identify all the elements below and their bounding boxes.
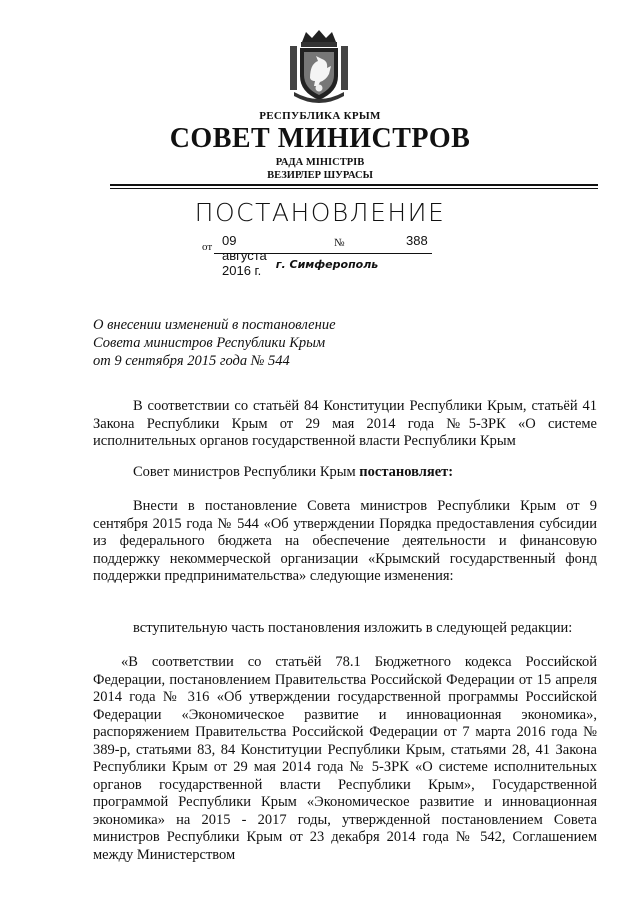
- council-title: СОВЕТ МИНИСТРОВ: [169, 123, 471, 154]
- subject-line: от 9 сентября 2015 года № 544: [93, 353, 290, 369]
- council-title-crimean-tatar: ВЕЗИРЛЕР ШУРАСЫ: [267, 170, 373, 181]
- decree-date: 09 августа 2016 г.: [222, 233, 267, 278]
- subject-line: Совета министров Республики Крым: [93, 335, 326, 351]
- new-preamble-paragraph: «В соответствии со статьёй 78.1 Бюджетного кодекса Российской Федерации, постановлением Правительства Российской Федерации от 15 апреля 2014 года № 316 «Об утверждении государственной программы Российской Федерации «Экономическое развитие и инновационная экономика», распоряжением Правительства Российской Федерации от 7 марта 2016 года № 389-р, статьями 83, 84 Конституции Республики Крым, статьями 28, 41 Закона Республики Крым от 29 мая 2014 года № 5-ЗРК «О системе исполнительных органов государственной власти Республики Крым», Государственной программой Республики Крым «Экономическое развитие и инновационная экономика» на 2015 - 2017 годы, утвержденной постановлением Совета министров Республики Крым от 23 декабря 2014 года № 542, Соглашением между Министерством: [93, 654, 597, 863]
- decree-title: ПОСТАНОВЛЕНИЕ: [194, 198, 446, 227]
- amendment-instruction-paragraph: вступительную часть постановления изложить в следующей редакции:: [133, 620, 573, 636]
- number-sign: №: [334, 237, 345, 249]
- subject-line: О внесении изменений в постановление: [93, 317, 336, 333]
- resolution-text: Совет министров Республики Крым: [133, 464, 360, 480]
- decree-subject: [93, 316, 393, 370]
- header-divider-thick: [110, 184, 598, 186]
- republic-title: РЕСПУБЛИКА КРЫМ: [259, 110, 381, 122]
- decree-number: 388: [406, 233, 428, 248]
- council-title-ukrainian: РАДА МІНІСТРІВ: [275, 157, 365, 168]
- preamble-paragraph: В соответствии со статьёй 84 Конституции Республики Крым, статьёй 41 Закона Республики Крым от 29 мая 2014 года №5-ЗРК «О системе исполнительных органов государственной власти Республики Крым: [93, 398, 597, 449]
- resolution-keyword: постановляет:: [359, 464, 454, 480]
- header-divider-thin: [110, 188, 598, 189]
- crimea-coat-of-arms-icon: [288, 28, 350, 104]
- decree-city: г. Симферополь: [275, 258, 379, 271]
- amendment-paragraph: Внести в постановление Совета министров Республики Крым от 9 сентября 2015 года № 544 «Об утверждении Порядка предоставления субсидии из федерального бюджета на обеспечение деятельности и финансовую поддержку некоммерческой организации «Крымский государственный фонд поддержки предпринимательства» следующие изменения:: [93, 498, 597, 584]
- resolution-paragraph: [93, 464, 597, 482]
- date-prefix: от: [202, 241, 213, 253]
